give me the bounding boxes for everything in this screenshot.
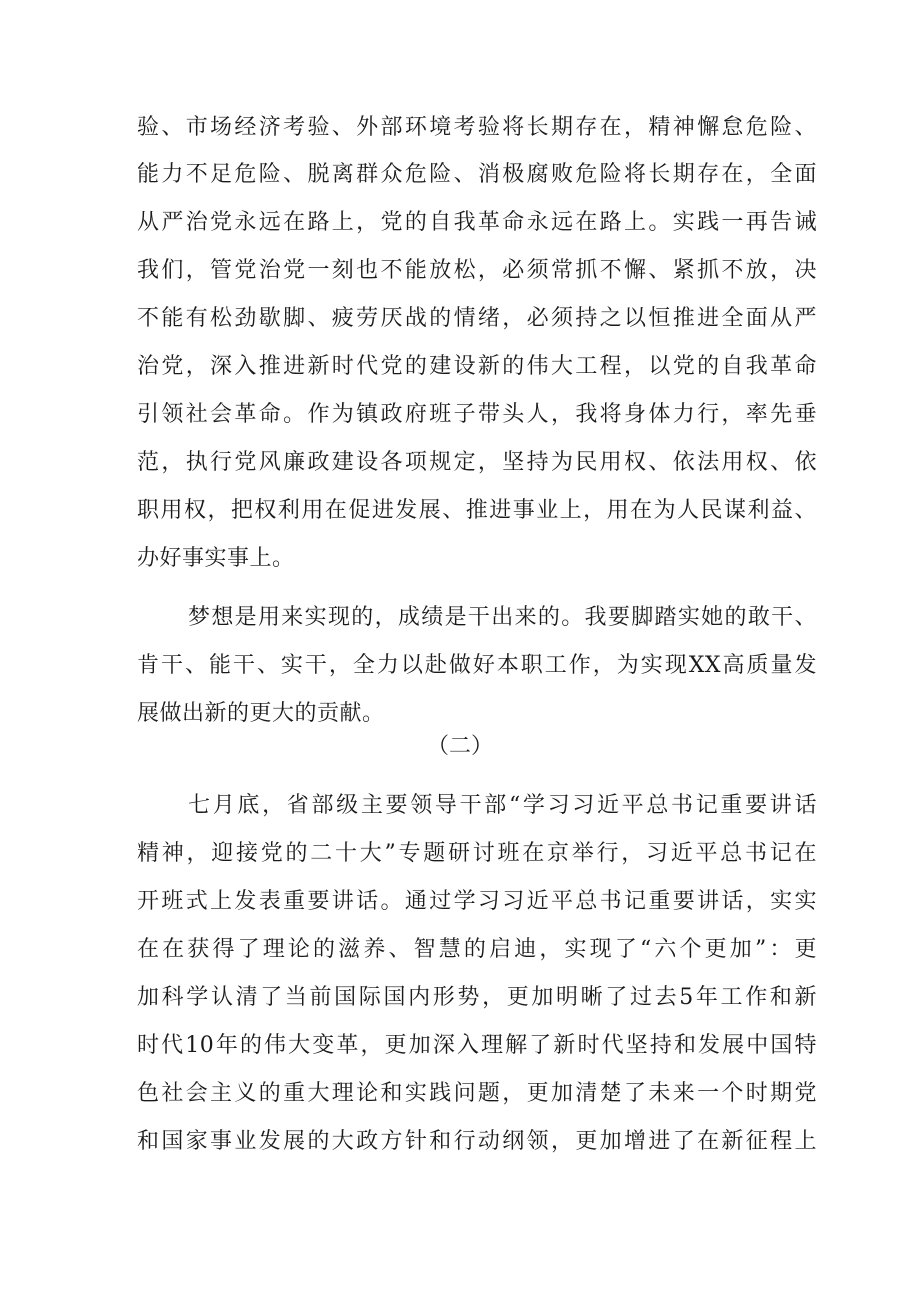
paragraph-3-line: 和国家事业发展的大政方针和行动纲领，更加增进了在新征程上 [137,1129,817,1154]
paragraph-1-line: 不能有松劲歇脚、疲劳厌战的情绪，必须持之以恒推进全面从严 [137,306,817,331]
paragraph-3-line: 在在获得了理论的滋养、智慧的启迪，实现了“六个更加”：更 [137,937,817,962]
paragraph-1-line: 引领社会革命。作为镇政府班子带头人，我将身体力行，率先垂 [137,402,817,427]
paragraph-3-line: 时代10年的伟大变革，更加深入理解了新时代坚持和发展中国特 [137,1033,817,1058]
paragraph-1-line: 验、市场经济考验、外部环境考验将长期存在，精神懈怠危险、 [137,115,817,140]
paragraph-1-line: 从严治党永远在路上，党的自我革命永远在路上。实践一再告诫 [137,210,817,235]
section-heading: （二） [426,734,493,759]
paragraph-3-line: 色社会主义的重大理论和实践问题，更加清楚了未来一个时期党 [137,1081,817,1106]
paragraph-1-line: 能力不足危险、脱离群众危险、消极腐败危险将长期存在，全面 [137,162,817,187]
paragraph-2-line: 梦想是用来实现的，成绩是干出来的。我要脚踏实她的敢干、 [188,605,817,630]
paragraph-2-line: 肯干、能干、实干，全力以赴做好本职工作，为实现XX高质量发 [137,653,817,678]
paragraph-1-line: 治党，深入推进新时代党的建设新的伟大工程，以党的自我革命 [137,354,817,379]
paragraph-3-line: 开班式上发表重要讲话。通过学习习近平总书记重要讲话，实实 [137,889,817,914]
paragraph-3-line: 七月底，省部级主要领导干部“学习习近平总书记重要讲话 [188,793,817,818]
paragraph-1-line: 职用权，把权利用在促进发展、推进事业上，用在为人民谋利益、 [137,498,817,523]
paragraph-3-line: 精神，迎接党的二十大”专题研讨班在京举行，习近平总书记在 [137,841,817,866]
paragraph-1-line: 范，执行党风廉政建设各项规定，坚持为民用权、依法用权、依 [137,450,817,475]
paragraph-1-line: 我们，管党治党一刻也不能放松，必须常抓不懈、紧抓不放，决 [137,258,817,283]
paragraph-1-line: 办好事实事上。 [137,546,295,571]
paragraph-2-line: 展做出新的更大的贡献。 [137,701,385,726]
paragraph-3-line: 加科学认清了当前国际国内形势，更加明晰了过去5年工作和新 [137,985,817,1010]
